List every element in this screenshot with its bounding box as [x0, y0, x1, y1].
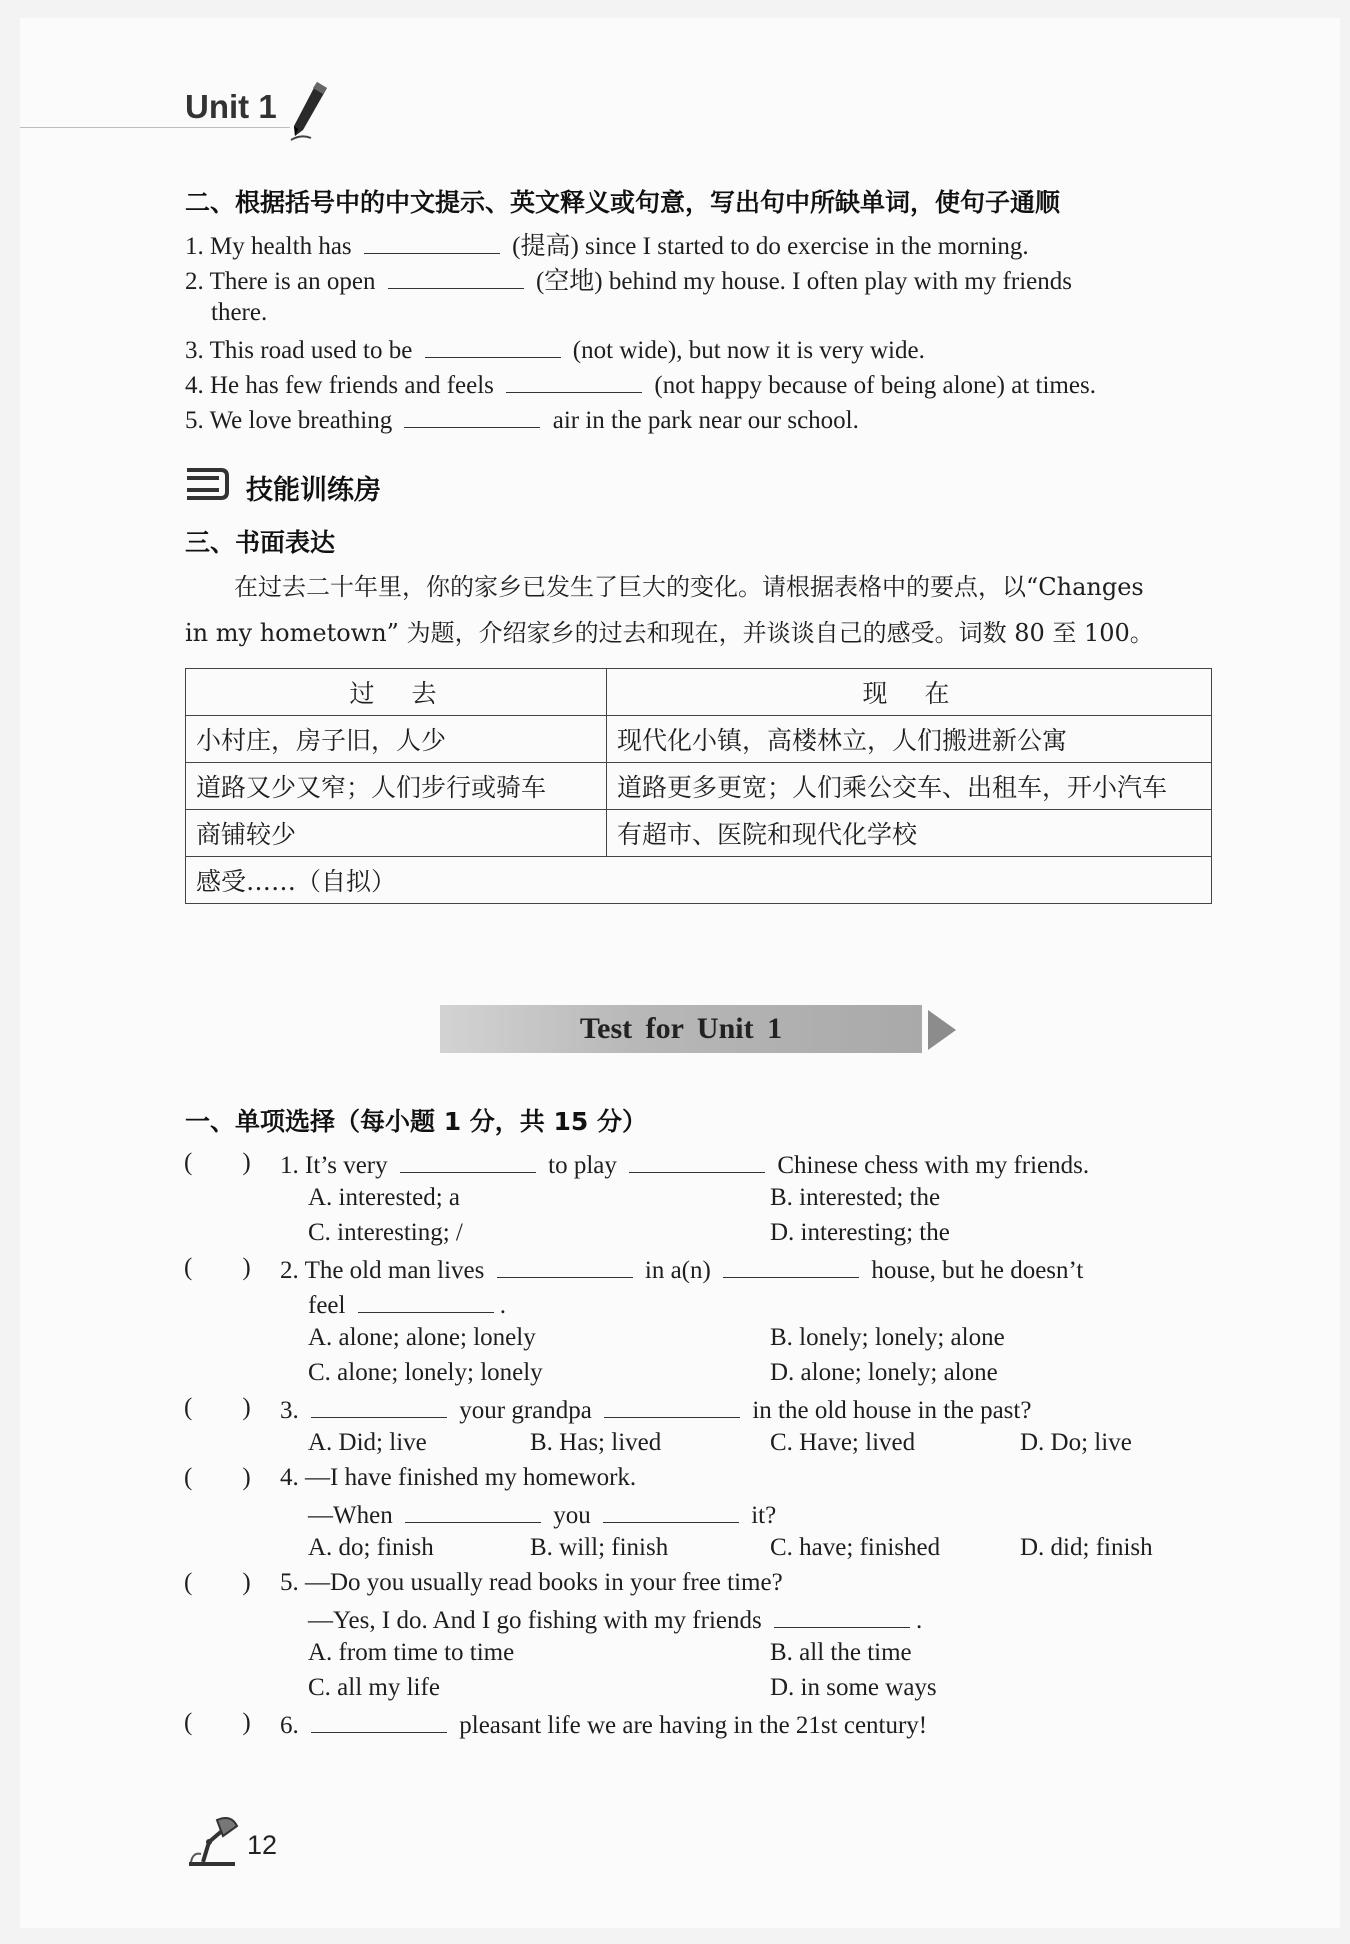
item-text-before: We love breathing	[209, 407, 393, 434]
answer-blank	[497, 1251, 633, 1278]
test-section1-title: 一、单项选择（每小题 1 分，共 15 分）	[185, 1107, 648, 1136]
arrow-right-icon	[928, 1010, 956, 1050]
answer-blank	[400, 1146, 536, 1173]
answer-blank	[774, 1601, 910, 1628]
option-c: C. have; finished	[770, 1534, 941, 1561]
item-text-after: (空地) behind my house. I often play with my friends	[535, 268, 1072, 295]
table-row	[186, 716, 1212, 763]
answer-blank[interactable]	[404, 401, 540, 428]
pen-icon	[287, 78, 333, 142]
question-text: in a(n)	[644, 1257, 711, 1284]
answer-blank[interactable]	[425, 331, 561, 358]
question-2-cont	[308, 1286, 506, 1323]
item-number: 4.	[185, 372, 204, 399]
writing-points-table	[185, 668, 1212, 904]
item-text-before: My health has	[210, 233, 352, 260]
question-text: it?	[751, 1502, 777, 1529]
table-row	[186, 763, 1212, 810]
cell-now: 有超市、医院和现代化学校	[607, 810, 1212, 857]
question-text: —Yes, I do. And I go fishing with my friends	[308, 1607, 762, 1634]
table-header-row	[186, 669, 1212, 716]
answer-blank	[723, 1251, 859, 1278]
question-text: pleasant life we are having in the 21st century!	[459, 1712, 928, 1739]
answer-blank	[629, 1146, 765, 1173]
option-d: D. alone; lonely; alone	[770, 1359, 998, 1386]
desk-lamp-icon	[183, 1812, 241, 1868]
table-row	[186, 810, 1212, 857]
question-text: Chinese chess with my friends.	[777, 1152, 1090, 1179]
s2-item-2-cont: there.	[211, 299, 268, 326]
option-a: A. alone; alone; lonely	[308, 1324, 536, 1351]
skills-heading: 技能训练房	[246, 475, 381, 506]
test-banner-title: Test for Unit 1	[579, 1012, 783, 1045]
question-number: 1.	[280, 1152, 299, 1179]
prompt-line-1: 在过去二十年里，你的家乡已发生了巨大的变化。请根据表格中的要点，以“Changes	[234, 573, 1144, 601]
question-number: 2.	[280, 1257, 299, 1284]
question-text: .	[499, 1292, 506, 1319]
cell-now: 现代化小镇，高楼林立，人们搬进新公寓	[607, 716, 1212, 763]
answer-blank	[603, 1496, 739, 1523]
item-number: 3.	[185, 337, 204, 364]
question-5-cont	[308, 1601, 922, 1638]
option-a: A. interested; a	[308, 1184, 461, 1211]
answer-paren[interactable]: ( )	[184, 1254, 251, 1281]
option-c: C. all my life	[308, 1674, 440, 1701]
question-number: 5.	[280, 1569, 299, 1596]
question-text: house, but he doesn’t	[871, 1257, 1084, 1284]
item-number: 5.	[185, 407, 204, 434]
question-text: you	[553, 1502, 591, 1529]
section3-title: 三、书面表达	[185, 528, 336, 557]
answer-blank	[311, 1391, 447, 1418]
cell-past: 道路又少又窄；人们步行或骑车	[186, 763, 607, 810]
item-text-after: air in the park near our school.	[552, 407, 859, 434]
answer-paren[interactable]: ( )	[184, 1569, 251, 1596]
header-past: 过 去	[186, 669, 607, 716]
skills-icon	[183, 462, 229, 506]
item-number: 1.	[185, 233, 204, 260]
s2-item-3	[185, 331, 925, 368]
item-text-after: (not happy because of being alone) at times.	[654, 372, 1096, 399]
answer-blank	[358, 1286, 494, 1313]
question-text: —When	[308, 1502, 393, 1529]
question-text: The old man lives	[304, 1257, 485, 1284]
option-d: D. in some ways	[770, 1674, 937, 1701]
answer-paren[interactable]: ( )	[184, 1464, 251, 1491]
question-text: .	[915, 1607, 923, 1634]
item-text-before: There is an open	[209, 268, 376, 295]
option-c: C. interesting; /	[308, 1219, 463, 1246]
cell-past: 小村庄，房子旧，人少	[186, 716, 607, 763]
item-number: 2.	[185, 268, 204, 295]
item-text-after: (not wide), but now it is very wide.	[572, 337, 925, 364]
question-number: 6.	[280, 1712, 299, 1739]
cell-now: 道路更多更宽；人们乘公交车、出租车，开小汽车	[607, 763, 1212, 810]
question-4-cont	[308, 1496, 776, 1533]
answer-blank[interactable]	[364, 227, 500, 254]
question-6	[280, 1706, 927, 1743]
question-text: in the old house in the past?	[752, 1397, 1032, 1424]
question-text: It’s very	[305, 1152, 388, 1179]
question-4	[280, 1461, 636, 1495]
question-number: 4.	[280, 1464, 299, 1491]
answer-blank	[405, 1496, 541, 1523]
question-text: feel	[308, 1292, 346, 1319]
header-now: 现 在	[607, 669, 1212, 716]
option-a: A. Did; live	[308, 1429, 427, 1456]
option-d: D. did; finish	[1020, 1534, 1153, 1561]
s2-item-4	[185, 366, 1096, 403]
table-footer-row	[186, 857, 1212, 904]
option-b: B. lonely; lonely; alone	[770, 1324, 1005, 1351]
option-a: A. from time to time	[308, 1639, 515, 1666]
section2-title: 二、根据括号中的中文提示、英文释义或句意，写出句中所缺单词，使句子通顺	[185, 188, 1061, 217]
option-b: B. all the time	[770, 1639, 912, 1666]
option-b: B. will; finish	[530, 1534, 669, 1561]
page-number: 12	[247, 1830, 278, 1860]
answer-blank	[604, 1391, 740, 1418]
option-d: D. Do; live	[1020, 1429, 1132, 1456]
header-rule	[20, 127, 290, 128]
question-1	[280, 1146, 1089, 1183]
s2-item-5	[185, 401, 859, 438]
option-c: C. Have; lived	[770, 1429, 916, 1456]
option-d: D. interesting; the	[770, 1219, 950, 1246]
cell-past: 商铺较少	[186, 810, 607, 857]
question-number: 3.	[280, 1397, 299, 1424]
prompt-line-2: in my hometown” 为题，介绍家乡的过去和现在，并谈谈自己的感受。词数 80 至 100。	[185, 619, 1154, 647]
option-a: A. do; finish	[308, 1534, 434, 1561]
unit-title: Unit 1	[185, 88, 277, 125]
answer-paren[interactable]: ( )	[184, 1709, 251, 1736]
answer-blank	[311, 1706, 447, 1733]
option-c: C. alone; lonely; lonely	[308, 1359, 543, 1386]
s2-item-1	[185, 227, 1029, 264]
s2-item-2	[185, 262, 1072, 299]
cell-feelings: 感受……（自拟）	[186, 857, 1212, 904]
item-text-before: This road used to be	[209, 337, 413, 364]
answer-blank[interactable]	[388, 262, 524, 289]
answer-paren[interactable]: ( )	[184, 1149, 251, 1176]
question-text: to play	[548, 1152, 617, 1179]
option-b: B. Has; lived	[530, 1429, 662, 1456]
answer-paren[interactable]: ( )	[184, 1394, 251, 1421]
question-5	[280, 1566, 783, 1600]
question-text: —Do you usually read books in your free time?	[305, 1569, 783, 1596]
item-text-before: He has few friends and feels	[210, 372, 494, 399]
question-2	[280, 1251, 1083, 1288]
item-text-after: (提高) since I started to do exercise in the morning.	[512, 233, 1029, 260]
question-text: your grandpa	[459, 1397, 592, 1424]
question-3	[280, 1391, 1031, 1428]
option-b: B. interested; the	[770, 1184, 941, 1211]
answer-blank[interactable]	[506, 366, 642, 393]
question-text: —I have finished my homework.	[305, 1464, 637, 1491]
